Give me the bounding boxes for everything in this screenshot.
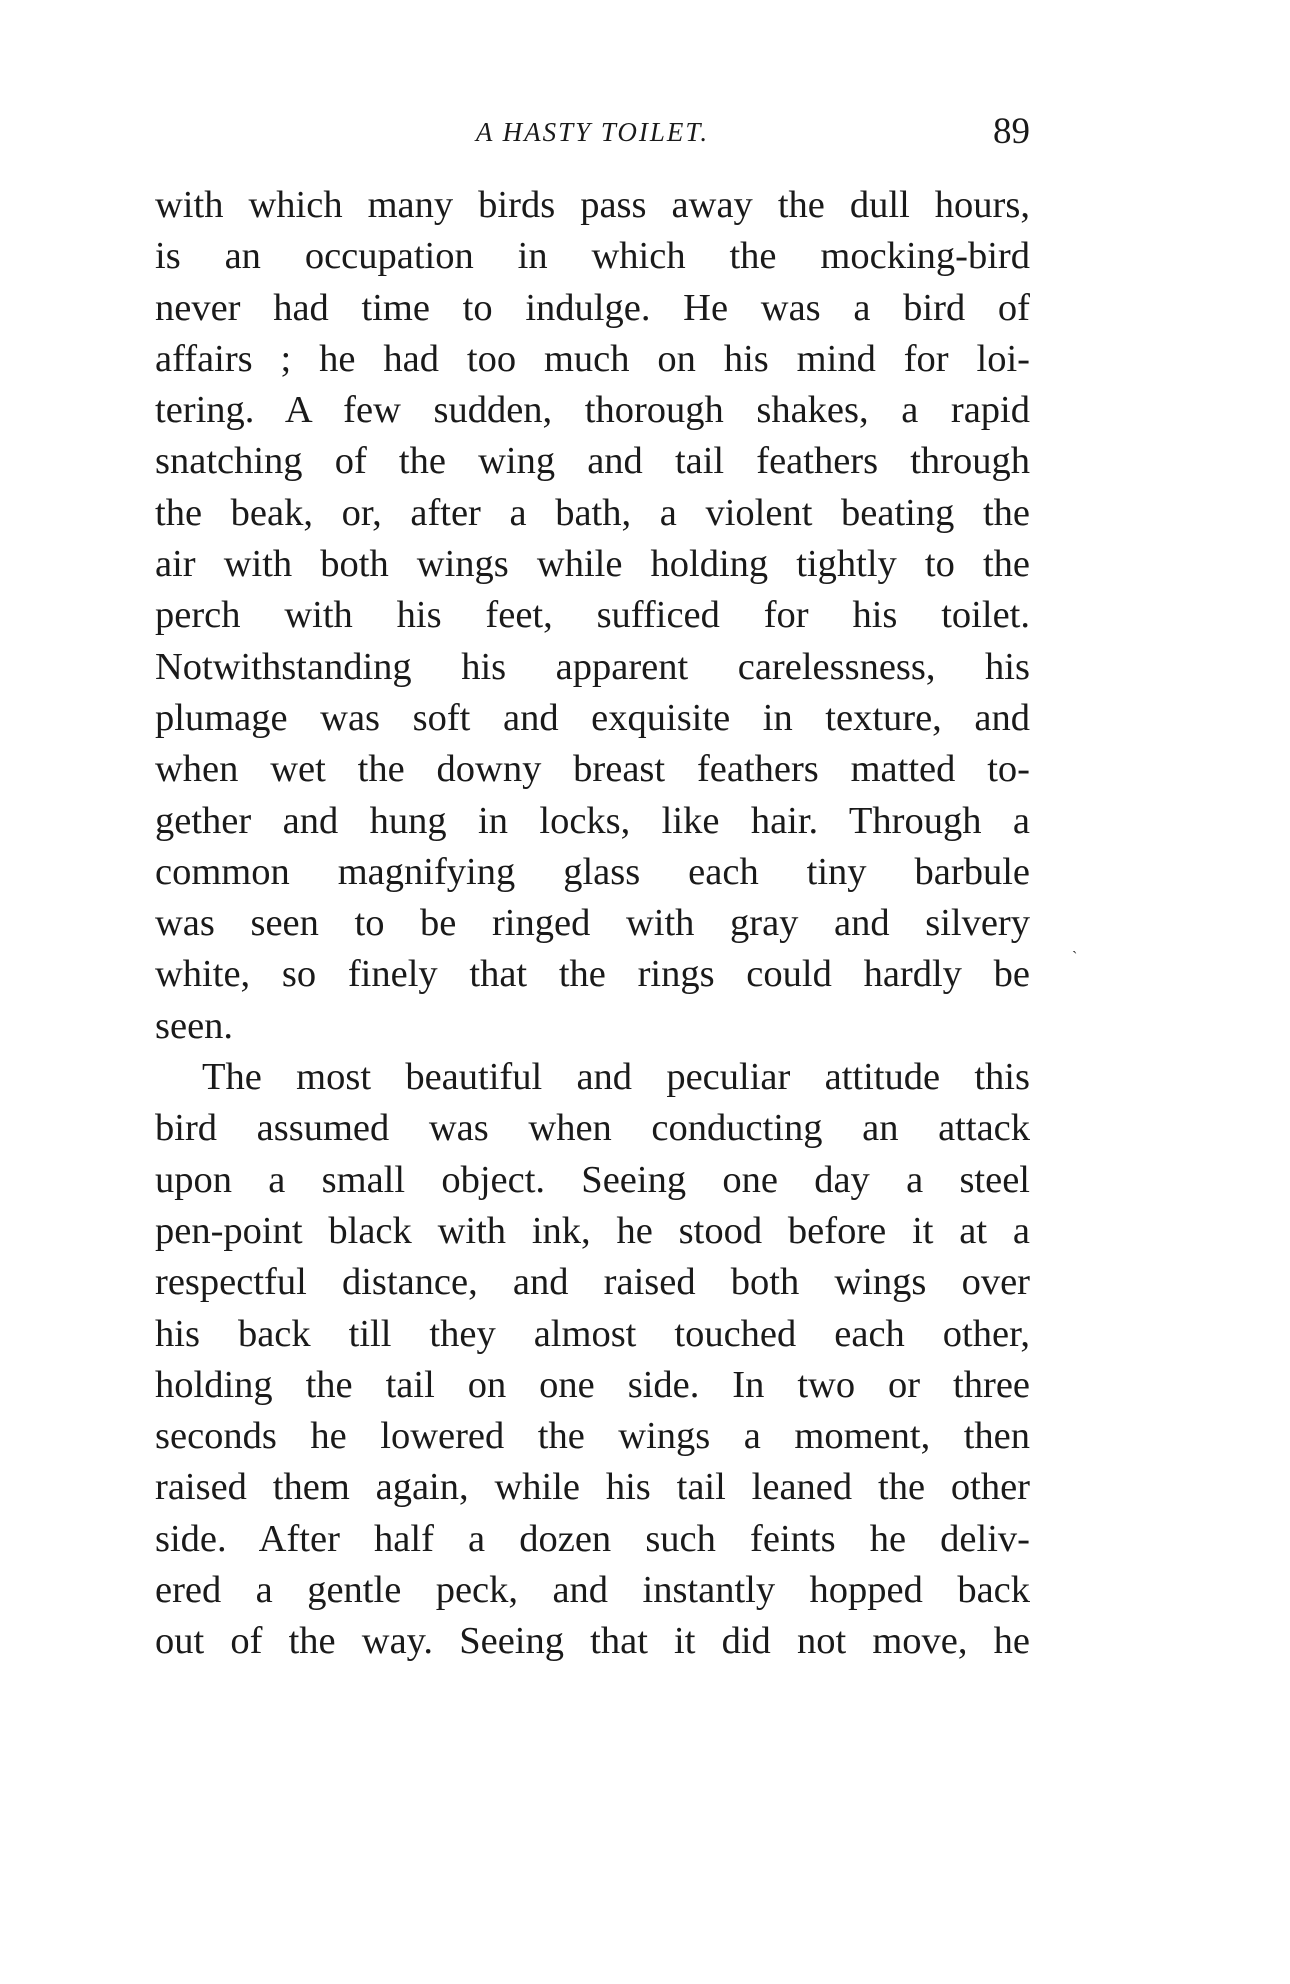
body-text (155, 180, 1030, 1668)
text-line: his back till they almost touched each other, (155, 1312, 1030, 1355)
text-line: never had time to indulge. He was a bird of (155, 286, 1030, 329)
paragraph-2 (155, 1052, 1030, 1668)
text-line: Notwithstanding his apparent carelessness, his (155, 645, 1030, 688)
text-line: gether and hung in locks, like hair. Through a (155, 799, 1030, 842)
text-line: The most beautiful and peculiar attitude this (202, 1056, 1030, 1099)
text-line: holding the tail on one side. In two or three (155, 1363, 1030, 1406)
text-line: snatching of the wing and tail feathers through (155, 440, 1030, 483)
text-line: perch with his feet, sufficed for his toilet. (155, 594, 1030, 637)
text-line: air with both wings while holding tightly to the (155, 543, 1030, 586)
running-head (155, 108, 1030, 156)
paragraph-1 (155, 180, 1030, 1052)
text-line: tering. A few sudden, thorough shakes, a rapid (155, 389, 1030, 432)
margin-mark: ˎ (1072, 937, 1078, 954)
text-line: the beak, or, after a bath, a violent beating the (155, 491, 1030, 534)
text-line: seconds he lowered the wings a moment, then (155, 1415, 1030, 1458)
text-line: white, so finely that the rings could hardly be (155, 953, 1030, 996)
text-line: raised them again, while his tail leaned the other (155, 1466, 1030, 1509)
text-line: plumage was soft and exquisite in texture, and (155, 696, 1030, 739)
running-title: A HASTY TOILET. (475, 117, 710, 147)
text-line: is an occupation in which the mocking-bird (155, 235, 1030, 278)
text-line: when wet the downy breast feathers matted to- (155, 748, 1030, 791)
text-line: out of the way. Seeing that it did not move, he (155, 1620, 1030, 1663)
text-line: seen. (155, 1004, 234, 1047)
text-line: with which many birds pass away the dull hours, (155, 184, 1030, 226)
text-line: bird assumed was when conducting an attack (155, 1107, 1030, 1150)
text-line: upon a small object. Seeing one day a steel (155, 1158, 1030, 1201)
text-line: side. After half a dozen such feints he deliv- (155, 1517, 1030, 1560)
text-line: was seen to be ringed with gray and silvery (155, 902, 1030, 945)
text-line: respectful distance, and raised both wings over (155, 1261, 1030, 1304)
text-line: ered a gentle peck, and instantly hopped back (155, 1569, 1030, 1612)
text-line: common magnifying glass each tiny barbule (155, 850, 1030, 893)
text-line: affairs ; he had too much on his mind for loi- (155, 337, 1030, 380)
text-line: pen-point black with ink, he stood before it at a (155, 1209, 1030, 1252)
page-number: 89 (993, 111, 1030, 152)
